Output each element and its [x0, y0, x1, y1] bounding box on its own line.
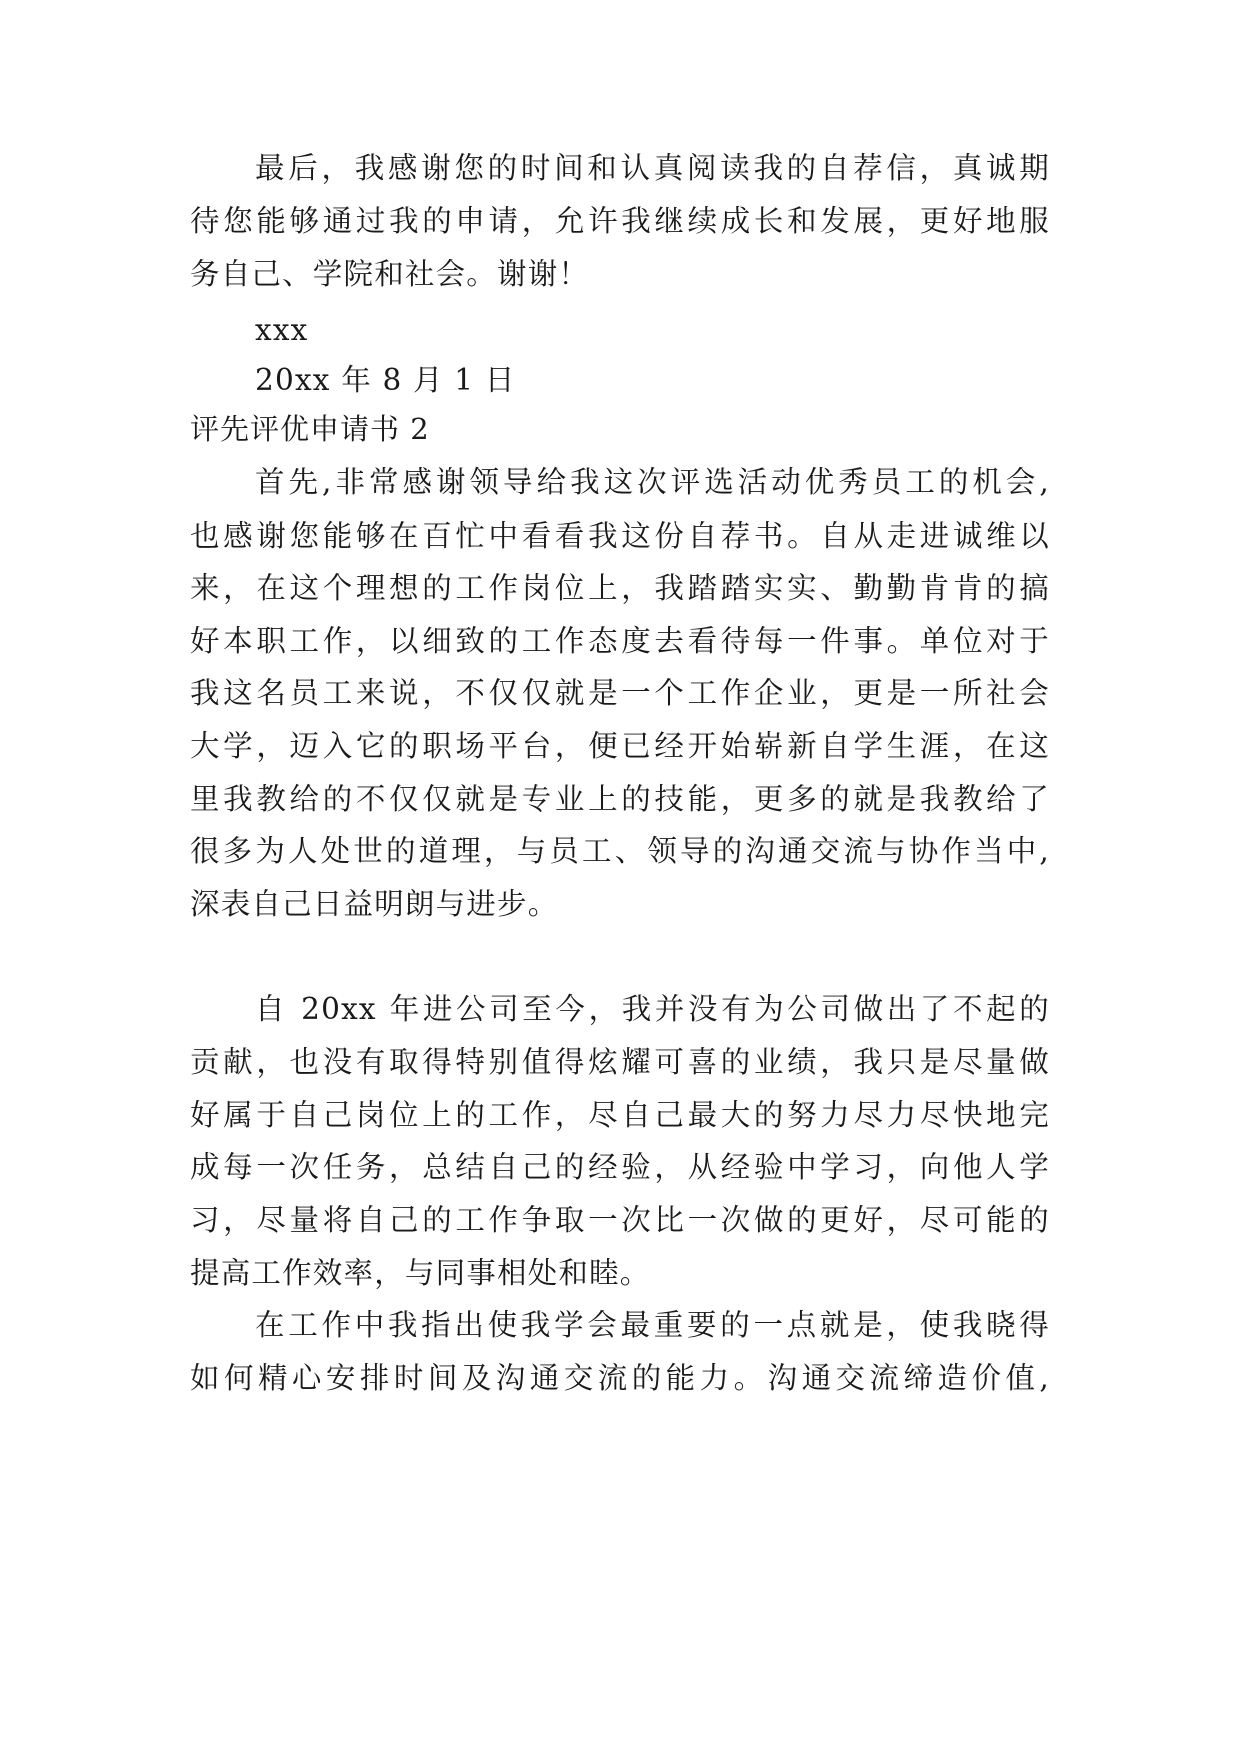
p3-line-1: 在工作中我指出使我学会最重要的一点就是，使我晓得 — [255, 1308, 1050, 1342]
closing-line-3: 务自己、学院和社会。谢谢！ — [190, 257, 590, 291]
p1-line-9: 深表自己日益明朗与进步。 — [190, 887, 559, 921]
signature-name: xxx — [255, 313, 309, 347]
p1-line-2: 也感谢您能够在百忙中看看我这份自荐书。自从走进诚维以 — [190, 519, 1050, 553]
p1-line-7: 里我教给的不仅仅就是专业上的技能，更多的就是我教给了 — [190, 782, 1050, 816]
section-title: 评先评优申请书 2 — [190, 412, 430, 446]
p2-line-5: 习，尽量将自己的工作争取一次比一次做的更好，尽可能的 — [190, 1203, 1050, 1237]
p1-line-3: 来，在这个理想的工作岗位上，我踏踏实实、勤勤肯肯的搞 — [190, 571, 1050, 605]
p2-line-2: 贡献，也没有取得特别值得炫耀可喜的业绩，我只是尽量做 — [190, 1045, 1050, 1079]
p1-line-8: 很多为人处世的道理，与员工、领导的沟通交流与协作当中, — [190, 834, 1050, 868]
p1-line-6: 大学，迈入它的职场平台，便已经开始崭新自学生涯，在这 — [190, 729, 1050, 763]
p3-line-2: 如何精心安排时间及沟通交流的能力。沟通交流缔造价值, — [190, 1361, 1050, 1395]
p1-line-1: 首先,非常感谢领导给我这次评选活动优秀员工的机会, — [255, 465, 1050, 499]
p2-line-1: 自 20xx 年进公司至今，我并没有为公司做出了不起的 — [255, 992, 1050, 1026]
p2-line-6: 提高工作效率，与同事相处和睦。 — [190, 1256, 651, 1290]
closing-line-2: 待您能够通过我的申请，允许我继续成长和发展，更好地服 — [190, 204, 1050, 238]
signature-date: 20xx 年 8 月 1 日 — [255, 363, 516, 397]
p1-line-5: 我这名员工来说，不仅仅就是一个工作企业，更是一所社会 — [190, 676, 1050, 710]
p2-line-4: 成每一次任务，总结自己的经验，从经验中学习，向他人学 — [190, 1150, 1050, 1184]
closing-line-1: 最后，我感谢您的时间和认真阅读我的自荐信，真诚期 — [255, 151, 1050, 185]
p1-line-4: 好本职工作，以细致的工作态度去看待每一件事。单位对于 — [190, 624, 1050, 658]
p2-line-3: 好属于自己岗位上的工作，尽自己最大的努力尽力尽快地完 — [190, 1098, 1050, 1132]
